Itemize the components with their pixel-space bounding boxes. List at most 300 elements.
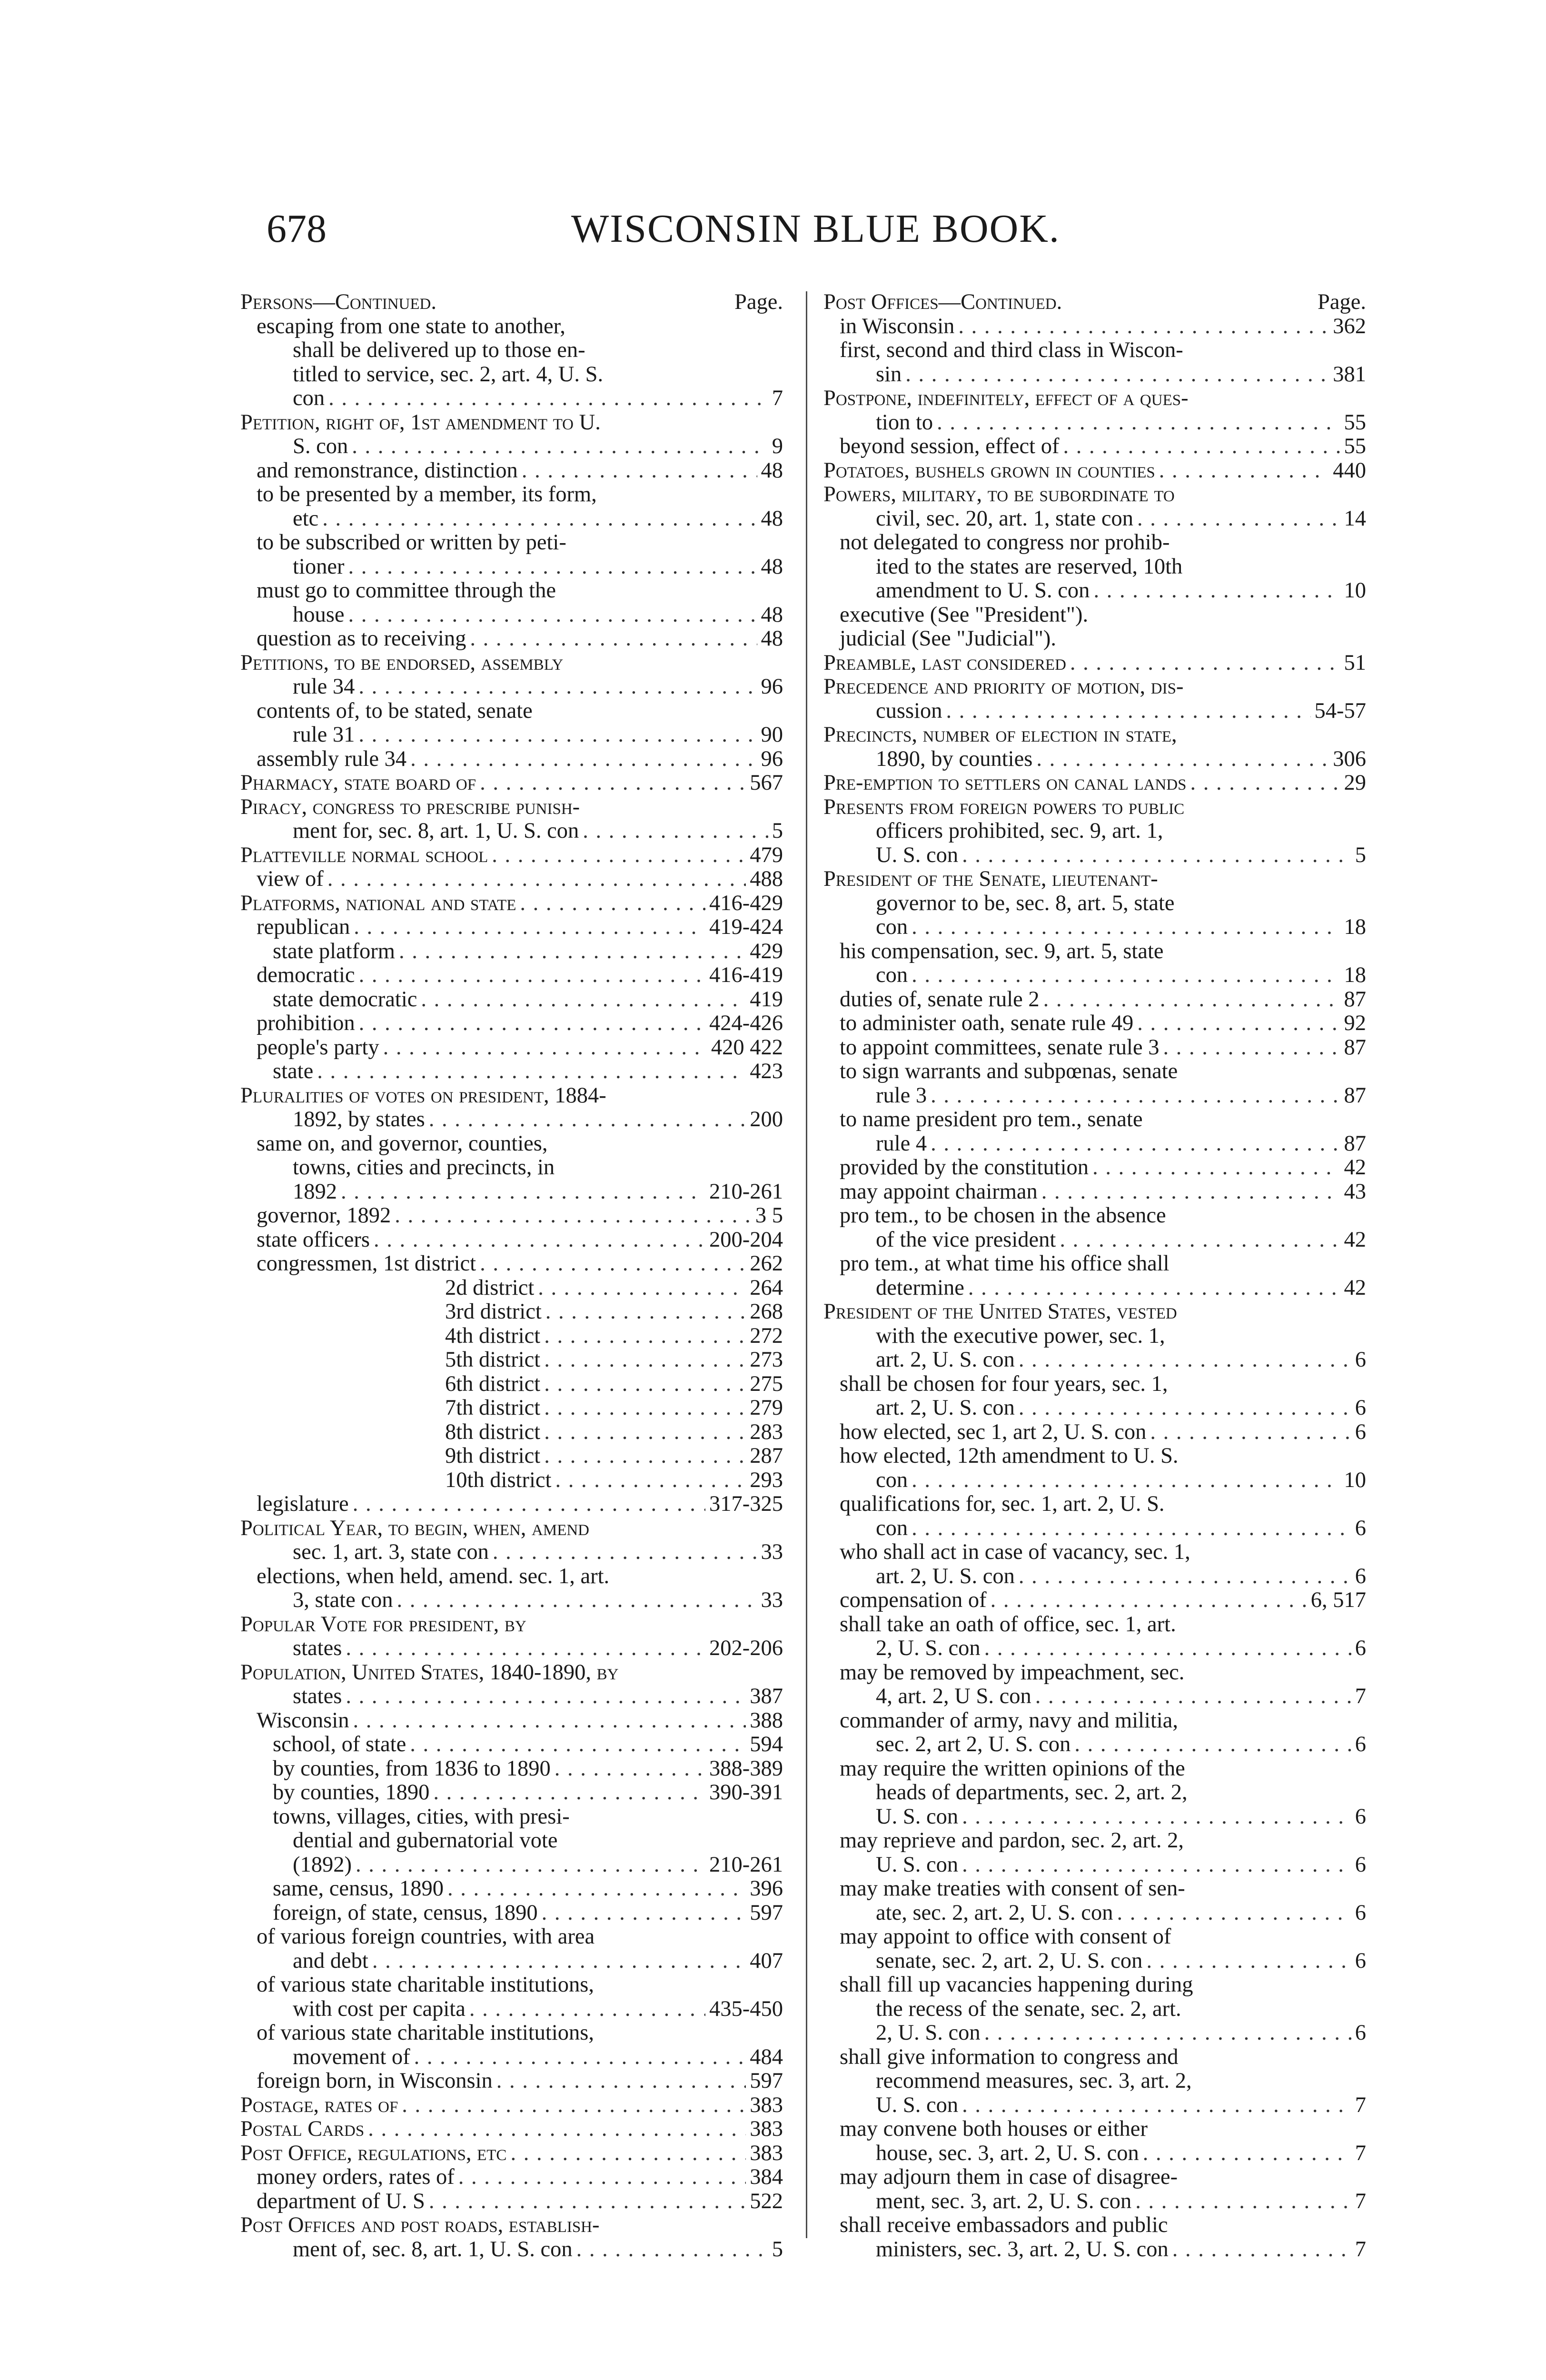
index-entry xyxy=(823,1973,1366,1997)
dot-leader xyxy=(358,675,757,699)
entry-text: may adjourn them in case of disagree- xyxy=(840,2165,1178,2189)
page-reference: 383 xyxy=(750,2092,783,2117)
index-entry xyxy=(823,963,1366,988)
entry-text: executive (See "President"). xyxy=(840,602,1089,627)
index-entry xyxy=(240,603,783,627)
dot-leader xyxy=(346,1636,705,1661)
entry-text: movement of xyxy=(293,2044,410,2069)
entry-text: and debt xyxy=(293,1948,368,1973)
entry-text: Powers, military, to be subordinate to xyxy=(823,482,1175,506)
entry-text: civil, sec. 20, art. 1, state con xyxy=(876,506,1134,531)
dot-leader xyxy=(372,1949,746,1973)
index-entry xyxy=(823,459,1366,483)
entry-text: Platforms, national and state xyxy=(240,891,516,915)
page-reference: 55 xyxy=(1344,410,1366,435)
dot-leader xyxy=(496,2069,746,2093)
page-reference: 55 xyxy=(1344,434,1366,458)
index-entry xyxy=(823,483,1366,507)
entry-text: commander of army, navy and militia, xyxy=(840,1708,1179,1733)
page-reference: 29 xyxy=(1344,771,1366,795)
entry-text: must go to committee through the xyxy=(257,578,556,603)
page-reference: 396 xyxy=(750,1876,783,1901)
dot-leader xyxy=(520,892,705,916)
page-reference: 7 xyxy=(1355,2237,1366,2261)
index-entry xyxy=(240,1468,783,1493)
entry-text: how elected, 12th amendment to U. S. xyxy=(840,1444,1179,1468)
entry-text: Post Offices and post roads, establish- xyxy=(240,2213,600,2237)
index-entry xyxy=(823,1084,1366,1108)
page-reference: 388-389 xyxy=(709,1756,783,1781)
entry-text: of various foreign countries, with area xyxy=(257,1924,595,1949)
index-entry xyxy=(240,1132,783,1156)
index-entry xyxy=(240,1060,783,1084)
entry-text: 4th district xyxy=(445,1323,541,1348)
index-entry xyxy=(240,2117,783,2142)
index-entry xyxy=(823,1492,1366,1517)
entry-text: Pre-emption to settlers on canal lands xyxy=(823,771,1187,795)
index-entry xyxy=(240,387,783,411)
index-entry xyxy=(240,2021,783,2045)
index-entry xyxy=(823,1012,1366,1036)
entry-text: U. S. con xyxy=(876,1804,959,1829)
entry-text: qualifications for, sec. 1, art. 2, U. S. xyxy=(840,1492,1165,1516)
index-entry xyxy=(240,1517,783,1541)
index-entry xyxy=(240,1757,783,1781)
index-entry xyxy=(823,531,1366,555)
entry-text: first, second and third class in Wiscon- xyxy=(840,338,1183,362)
entry-text: not delegated to congress nor prohib- xyxy=(840,530,1170,555)
index-entry xyxy=(823,1540,1366,1565)
dot-leader xyxy=(991,1588,1307,1613)
entry-text: rule 3 xyxy=(876,1083,927,1108)
dot-leader xyxy=(1019,1396,1351,1420)
dot-leader xyxy=(410,1733,746,1757)
page-reference: 306 xyxy=(1333,746,1366,771)
page-reference: 384 xyxy=(750,2165,783,2189)
index-entry xyxy=(240,2238,783,2262)
entry-text: 7th district xyxy=(445,1396,541,1420)
index-entry xyxy=(823,2165,1366,2190)
entry-text: heads of departments, sec. 2, art. 2, xyxy=(876,1780,1188,1805)
dot-leader xyxy=(358,723,757,747)
index-entry xyxy=(240,435,783,459)
entry-text: con xyxy=(876,915,908,939)
index-entry xyxy=(823,2142,1366,2166)
index-entry xyxy=(240,795,783,820)
dot-leader xyxy=(912,963,1340,988)
page-reference: 423 xyxy=(750,1059,783,1083)
index-entry xyxy=(823,2045,1366,2070)
entry-text: Postpone, indefinitely, effect of a ques- xyxy=(823,386,1189,410)
entry-text: 2d district xyxy=(445,1275,535,1300)
page-reference: 6 xyxy=(1355,1732,1366,1756)
entry-text: to name president pro tem., senate xyxy=(840,1107,1143,1131)
entry-text: to appoint committees, senate rule 3 xyxy=(840,1035,1160,1060)
index-entry xyxy=(823,1300,1366,1324)
index-entry xyxy=(240,699,783,724)
entry-text: rule 34 xyxy=(293,674,355,699)
entry-text: congressmen, 1st district xyxy=(257,1251,476,1276)
dot-leader xyxy=(1137,507,1340,531)
index-entry xyxy=(240,1228,783,1252)
entry-text: elections, when held, amend. sec. 1, art. xyxy=(257,1564,610,1588)
dot-leader xyxy=(356,1853,705,1877)
entry-text: 10th district xyxy=(445,1468,552,1492)
dot-leader xyxy=(544,1372,746,1397)
index-entry xyxy=(240,651,783,675)
entry-text: rule 4 xyxy=(876,1131,927,1156)
entry-text: 6th district xyxy=(445,1371,541,1396)
dot-leader xyxy=(383,1036,707,1060)
index-entry xyxy=(240,1012,783,1036)
page-reference: 6 xyxy=(1355,1419,1366,1444)
dot-leader xyxy=(538,1276,746,1300)
entry-text: may convene both houses or either xyxy=(840,2117,1148,2141)
page-reference: 317-325 xyxy=(709,1492,783,1516)
page-reference: 90 xyxy=(761,723,783,747)
dot-leader xyxy=(317,1060,746,1084)
entry-text: pro tem., to be chosen in the absence xyxy=(840,1203,1166,1228)
entry-text: Population, United States, 1840-1890, by xyxy=(240,1660,619,1685)
dot-leader xyxy=(1035,1685,1351,1709)
page-reference: 488 xyxy=(750,867,783,891)
index-entry xyxy=(240,1661,783,1685)
index-entry xyxy=(823,507,1366,531)
page-reference: 5 xyxy=(772,2237,783,2261)
entry-text: shall give information to congress and xyxy=(840,2044,1179,2069)
entry-text: department of U. S xyxy=(257,2189,425,2213)
page-reference: 383 xyxy=(750,2141,783,2165)
dot-leader xyxy=(352,435,768,459)
index-entry xyxy=(240,1709,783,1733)
page-reference: 272 xyxy=(750,1323,783,1348)
index-entry xyxy=(240,963,783,988)
page-reference: 390-391 xyxy=(709,1780,783,1805)
entry-text: state democratic xyxy=(273,987,417,1012)
entry-text: state xyxy=(273,1059,314,1083)
index-entry xyxy=(823,2021,1366,2045)
index-column-right xyxy=(823,290,1366,2261)
page-reference: 6 xyxy=(1355,1900,1366,1925)
page-reference: 362 xyxy=(1333,314,1366,338)
entry-text: of various state charitable institutions, xyxy=(257,1973,594,1997)
entry-text: 1892, by states xyxy=(293,1107,425,1131)
entry-text: amendment to U. S. con xyxy=(876,578,1090,603)
entry-text: governor, 1892 xyxy=(257,1203,391,1228)
dot-leader xyxy=(1137,1012,1340,1036)
index-entry xyxy=(240,2190,783,2214)
entry-text: same, census, 1890 xyxy=(273,1876,444,1901)
page-reference: 594 xyxy=(750,1732,783,1756)
index-entry xyxy=(240,1733,783,1757)
entry-text: to be presented by a member, its form, xyxy=(257,482,597,506)
entry-text: states xyxy=(293,1636,342,1660)
entry-text: prohibition xyxy=(257,1011,355,1035)
page-reference: 5 xyxy=(772,819,783,843)
index-entry xyxy=(240,1588,783,1613)
index-entry xyxy=(823,1444,1366,1468)
entry-text: house xyxy=(293,602,345,627)
page-reference: 6, 517 xyxy=(1310,1588,1366,1612)
entry-text: of various state charitable institutions, xyxy=(257,2021,594,2045)
page-reference: 6 xyxy=(1355,1348,1366,1372)
index-entry xyxy=(823,819,1366,843)
index-entry xyxy=(240,747,783,772)
page-reference: 7 xyxy=(1355,1684,1366,1708)
page-reference: 522 xyxy=(750,2189,783,2213)
dot-leader xyxy=(1092,1156,1340,1180)
dot-leader xyxy=(1163,1036,1340,1060)
entry-text: his compensation, sec. 9, art. 5, state xyxy=(840,939,1164,963)
dot-leader xyxy=(984,1636,1351,1661)
entry-text: may reprieve and pardon, sec. 2, art. 2, xyxy=(840,1828,1184,1853)
dot-leader xyxy=(421,988,746,1012)
entry-text: governor to be, sec. 8, art. 5, state xyxy=(876,891,1175,915)
index-entry xyxy=(823,1901,1366,1925)
index-entry xyxy=(240,843,783,868)
page-reference: 5 xyxy=(1355,843,1366,867)
dot-leader xyxy=(962,843,1351,868)
index-entry xyxy=(240,315,783,339)
index-entry xyxy=(240,1829,783,1853)
page-reference: 484 xyxy=(750,2044,783,2069)
entry-text: foreign, of state, census, 1890 xyxy=(273,1900,538,1925)
page-reference: 407 xyxy=(750,1948,783,1973)
index-entry xyxy=(823,627,1366,651)
index-entry xyxy=(240,507,783,531)
dot-leader xyxy=(1041,1180,1340,1204)
page-reference: 210-261 xyxy=(709,1179,783,1204)
entry-text: to administer oath, senate rule 49 xyxy=(840,1011,1134,1035)
dot-leader xyxy=(1117,1901,1351,1925)
page-reference: 87 xyxy=(1344,1131,1366,1156)
entry-text: 4, art. 2, U S. con xyxy=(876,1684,1031,1708)
index-entry xyxy=(823,2190,1366,2214)
dot-leader xyxy=(1159,459,1329,483)
dot-leader xyxy=(447,1877,746,1901)
index-entry xyxy=(240,1180,783,1204)
entry-text: con xyxy=(876,963,908,987)
page-reference: 429 xyxy=(750,939,783,963)
dot-leader xyxy=(327,867,746,892)
index-entry xyxy=(240,459,783,483)
entry-text: (1892) xyxy=(293,1852,352,1877)
page-reference: 440 xyxy=(1333,458,1366,483)
page-reference: 92 xyxy=(1344,1011,1366,1035)
entry-text: legislature xyxy=(257,1492,349,1516)
page-reference: 48 xyxy=(761,458,783,483)
dot-leader xyxy=(576,2238,768,2262)
index-entry xyxy=(240,1565,783,1589)
page-reference: 420 422 xyxy=(711,1035,783,1060)
dot-leader xyxy=(912,915,1340,940)
entry-text: art. 2, U. S. con xyxy=(876,1564,1015,1588)
page-reference: 597 xyxy=(750,1900,783,1925)
page-reference: 18 xyxy=(1344,963,1366,987)
index-entry xyxy=(823,1757,1366,1781)
dot-leader xyxy=(1150,1420,1351,1445)
entry-text: Pluralities of votes on president, 1884- xyxy=(240,1083,606,1108)
dot-leader xyxy=(544,1444,746,1468)
entry-text: with cost per capita xyxy=(293,1996,466,2021)
entry-text: beyond session, effect of xyxy=(840,434,1060,458)
dot-leader xyxy=(1172,2238,1351,2262)
entry-text: sec. 1, art. 3, state con xyxy=(293,1540,489,1564)
index-entry xyxy=(823,795,1366,820)
index-entry xyxy=(823,603,1366,627)
dot-leader xyxy=(353,1709,746,1733)
page-reference: 264 xyxy=(750,1275,783,1300)
page-reference: 10 xyxy=(1344,578,1366,603)
page-reference: 287 xyxy=(750,1444,783,1468)
entry-text: by counties, from 1836 to 1890 xyxy=(273,1756,551,1781)
entry-text: by counties, 1890 xyxy=(273,1780,430,1805)
index-entry xyxy=(240,1877,783,1901)
page-reference: 42 xyxy=(1344,1155,1366,1180)
page-reference: 6 xyxy=(1355,1564,1366,1588)
index-entry xyxy=(823,1709,1366,1733)
entry-text: people's party xyxy=(257,1035,379,1060)
page-reference: 3 5 xyxy=(755,1203,783,1228)
dot-leader xyxy=(469,1997,705,2022)
page-reference: 419 xyxy=(750,987,783,1012)
index-entry xyxy=(823,2238,1366,2262)
dot-leader xyxy=(348,555,757,579)
page-reference: 33 xyxy=(761,1588,783,1612)
dot-leader xyxy=(1043,988,1340,1012)
index-entry xyxy=(823,411,1366,435)
entry-text: may require the written opinions of the xyxy=(840,1756,1185,1781)
entry-text: contents of, to be stated, senate xyxy=(257,698,533,723)
page-reference: 48 xyxy=(761,602,783,627)
index-entry xyxy=(240,2093,783,2118)
index-entry xyxy=(823,1925,1366,1949)
dot-leader xyxy=(353,1492,705,1517)
dot-leader xyxy=(346,1685,746,1709)
index-entry xyxy=(240,2069,783,2093)
index-entry xyxy=(823,1949,1366,1973)
index-entry xyxy=(240,1108,783,1132)
index-entry xyxy=(240,1444,783,1468)
index-entry xyxy=(240,892,783,916)
index-entry xyxy=(240,1396,783,1420)
entry-text: towns, villages, cities, with presi- xyxy=(273,1804,570,1829)
dot-leader xyxy=(544,1324,746,1349)
entry-text: with the executive power, sec. 1, xyxy=(876,1323,1165,1348)
dot-leader xyxy=(359,1012,705,1036)
entry-text: con xyxy=(876,1516,908,1540)
page-reference: 435-450 xyxy=(709,1996,783,2021)
index-entry xyxy=(240,2165,783,2190)
dot-leader xyxy=(354,915,705,940)
entry-text: ment, sec. 3, art. 2, U. S. con xyxy=(876,2189,1132,2213)
dot-leader xyxy=(984,2021,1351,2045)
index-entry xyxy=(823,892,1366,916)
entry-text: tion to xyxy=(876,410,933,435)
entry-text: Petitions, to be endorsed, assembly xyxy=(240,650,564,675)
dot-leader xyxy=(968,1276,1340,1300)
page-reference: 96 xyxy=(761,674,783,699)
entry-text: art. 2, U. S. con xyxy=(876,1396,1015,1420)
page-reference: 279 xyxy=(750,1396,783,1420)
index-entry xyxy=(823,1877,1366,1901)
index-entry xyxy=(240,1348,783,1372)
entry-text: same on, and governor, counties, xyxy=(257,1131,548,1156)
page-reference: 42 xyxy=(1344,1227,1366,1252)
entry-text: republican xyxy=(257,915,350,939)
index-entry xyxy=(240,915,783,940)
index-entry xyxy=(823,1396,1366,1420)
index-entry xyxy=(240,1973,783,1997)
dot-leader xyxy=(544,1396,746,1420)
entry-text: ment of, sec. 8, art. 1, U. S. con xyxy=(293,2237,573,2261)
index-entry xyxy=(240,290,783,315)
index-entry xyxy=(240,1276,783,1300)
index-entry xyxy=(823,1060,1366,1084)
index-entry xyxy=(240,1300,783,1324)
index-entry xyxy=(823,2093,1366,2118)
index-entry xyxy=(823,1805,1366,1829)
entry-text: 2, U. S. con xyxy=(876,1636,981,1660)
entry-text: 1892 xyxy=(293,1179,337,1204)
entry-text: etc xyxy=(293,506,319,531)
dot-leader xyxy=(931,1132,1340,1156)
entry-text: recommend measures, sec. 3, art. 2, xyxy=(876,2069,1192,2093)
entry-text: con xyxy=(876,1468,908,1492)
dot-leader xyxy=(544,1420,746,1445)
index-entry xyxy=(823,1588,1366,1613)
entry-text: of the vice president xyxy=(876,1227,1056,1252)
index-entry xyxy=(823,1348,1366,1372)
index-entry xyxy=(823,1613,1366,1637)
entry-text: Persons—Continued. xyxy=(240,290,437,314)
entry-text: Pharmacy, state board of xyxy=(240,771,476,795)
dot-leader xyxy=(359,963,705,988)
dot-leader xyxy=(542,1901,746,1925)
page-reference: 268 xyxy=(750,1299,783,1324)
index-entry xyxy=(823,1733,1366,1757)
index-entry xyxy=(240,771,783,795)
index-entry xyxy=(823,290,1366,315)
index-entry xyxy=(240,723,783,747)
dot-leader xyxy=(1070,651,1340,675)
dot-leader xyxy=(414,2045,746,2070)
dot-leader xyxy=(410,747,757,772)
index-entry xyxy=(823,940,1366,964)
dot-leader xyxy=(1019,1348,1351,1372)
page-reference: 87 xyxy=(1344,987,1366,1012)
entry-text: shall be delivered up to those en- xyxy=(293,338,585,362)
entry-text: Post Offices—Continued. xyxy=(823,290,1062,314)
dot-leader xyxy=(322,507,757,531)
index-entry xyxy=(823,1228,1366,1252)
index-entry xyxy=(823,1252,1366,1276)
dot-leader xyxy=(1074,1733,1351,1757)
index-entry xyxy=(240,1540,783,1565)
index-entry xyxy=(240,1084,783,1108)
running-title: WISCONSIN BLUE BOOK. xyxy=(571,207,1060,251)
index-entry xyxy=(823,1781,1366,1805)
dot-leader xyxy=(544,1348,746,1372)
entry-text: shall fill up vacancies happening during xyxy=(840,1973,1193,1997)
dot-leader xyxy=(458,2165,746,2190)
dot-leader xyxy=(946,699,1311,724)
index-entry xyxy=(823,1204,1366,1228)
index-entry xyxy=(240,2142,783,2166)
entry-text: Precincts, number of election in state, xyxy=(823,723,1177,747)
page-reference: 424-426 xyxy=(709,1011,783,1035)
entry-text: foreign born, in Wisconsin xyxy=(257,2069,493,2093)
